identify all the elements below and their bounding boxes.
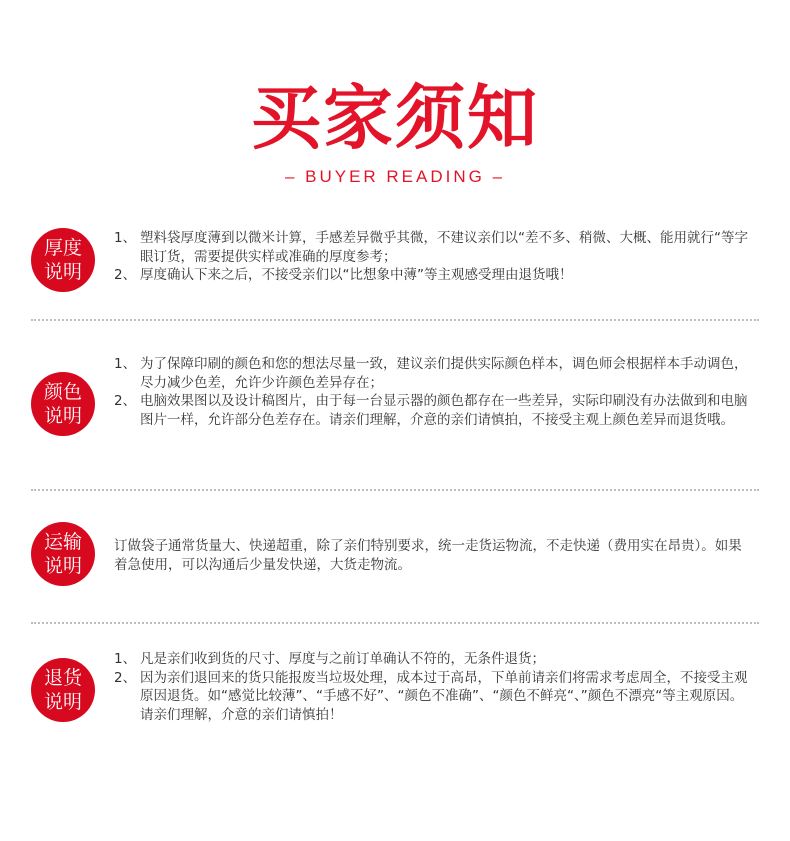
badge-line-1: 厚度 [43,237,82,259]
badge-shipping [31,522,95,586]
item-number: 2、 [114,393,137,409]
item-text: 厚度确认下来之后，不接受亲们以“比想象中薄”等主观感受理由退货哦！ [140,267,573,283]
thickness-notes [114,229,750,285]
page-subtitle: – BUYER READING – [284,167,506,186]
badge-line-1: 颜色 [43,381,82,403]
item-text: 电脑效果图以及设计稿图片，由于每一台显示器的颜色都存在一些差异，实际印刷没有办法做到和电脑图片一样，允许部分色差存在。请亲们理解，介意的亲们请慎拍，不接受主观上颜色差异而退货哦。 [140,393,748,428]
badge-line-2: 说明 [43,405,82,427]
item-number: 1、 [114,651,137,667]
item-text: 凡是亲们收到货的尺寸、厚度与之前订单确认不符的，无条件退货； [140,651,545,667]
item-number: 1、 [114,230,137,246]
item-text: 因为亲们退回来的货只能报废当垃圾处理，成本过于高昂，下单前请亲们将需求考虑周全，不接受主观原因退货。如“感觉比较薄”、“手感不好”、“颜色不准确”、“颜色不鲜亮“、”颜色不漂亮“等主观原因。请亲们理解，介意的亲们请慎拍！ [140,669,748,723]
section-divider [31,319,759,321]
badge-color [31,372,95,436]
list-item [114,229,750,266]
badge-line-2: 说明 [43,691,82,713]
badge-thickness [31,228,95,292]
badge-returns [31,658,95,722]
shipping-text: 订做袋子通常货量大、快递超重，除了亲们特别要求，统一走货运物流，不走快递（费用实在昂贵）。如果着急使用，可以沟通后少量发快递，大货走物流。 [114,538,742,573]
list-item [114,355,750,392]
item-number: 2、 [114,669,137,686]
returns-notes [114,650,750,724]
badge-line-2: 说明 [43,555,82,577]
shipping-notes [114,537,750,574]
list-item [114,669,750,725]
item-text: 为了保障印刷的颜色和您的想法尽量一致，建议亲们提供实际颜色样本，调色师会根据样本手动调色，尽力减少色差，允许少许颜色差异存在； [140,356,748,391]
item-number: 2、 [114,267,137,283]
list-item [114,392,750,429]
section-divider [31,489,759,491]
list-item [114,650,750,669]
badge-line-1: 运输 [43,531,82,553]
badge-line-2: 说明 [43,261,82,283]
section-divider [31,622,759,624]
color-notes [114,355,750,429]
list-item [114,266,750,285]
page-title: 买家须知 [251,77,539,159]
badge-line-1: 退货 [43,667,82,689]
item-number: 1、 [114,356,137,372]
item-text: 塑料袋厚度薄到以微米计算，手感差异微乎其微，不建议亲们以“差不多、稍微、大概、能用就行“等字眼订货，需要提供实样或准确的厚度参考； [140,230,748,265]
